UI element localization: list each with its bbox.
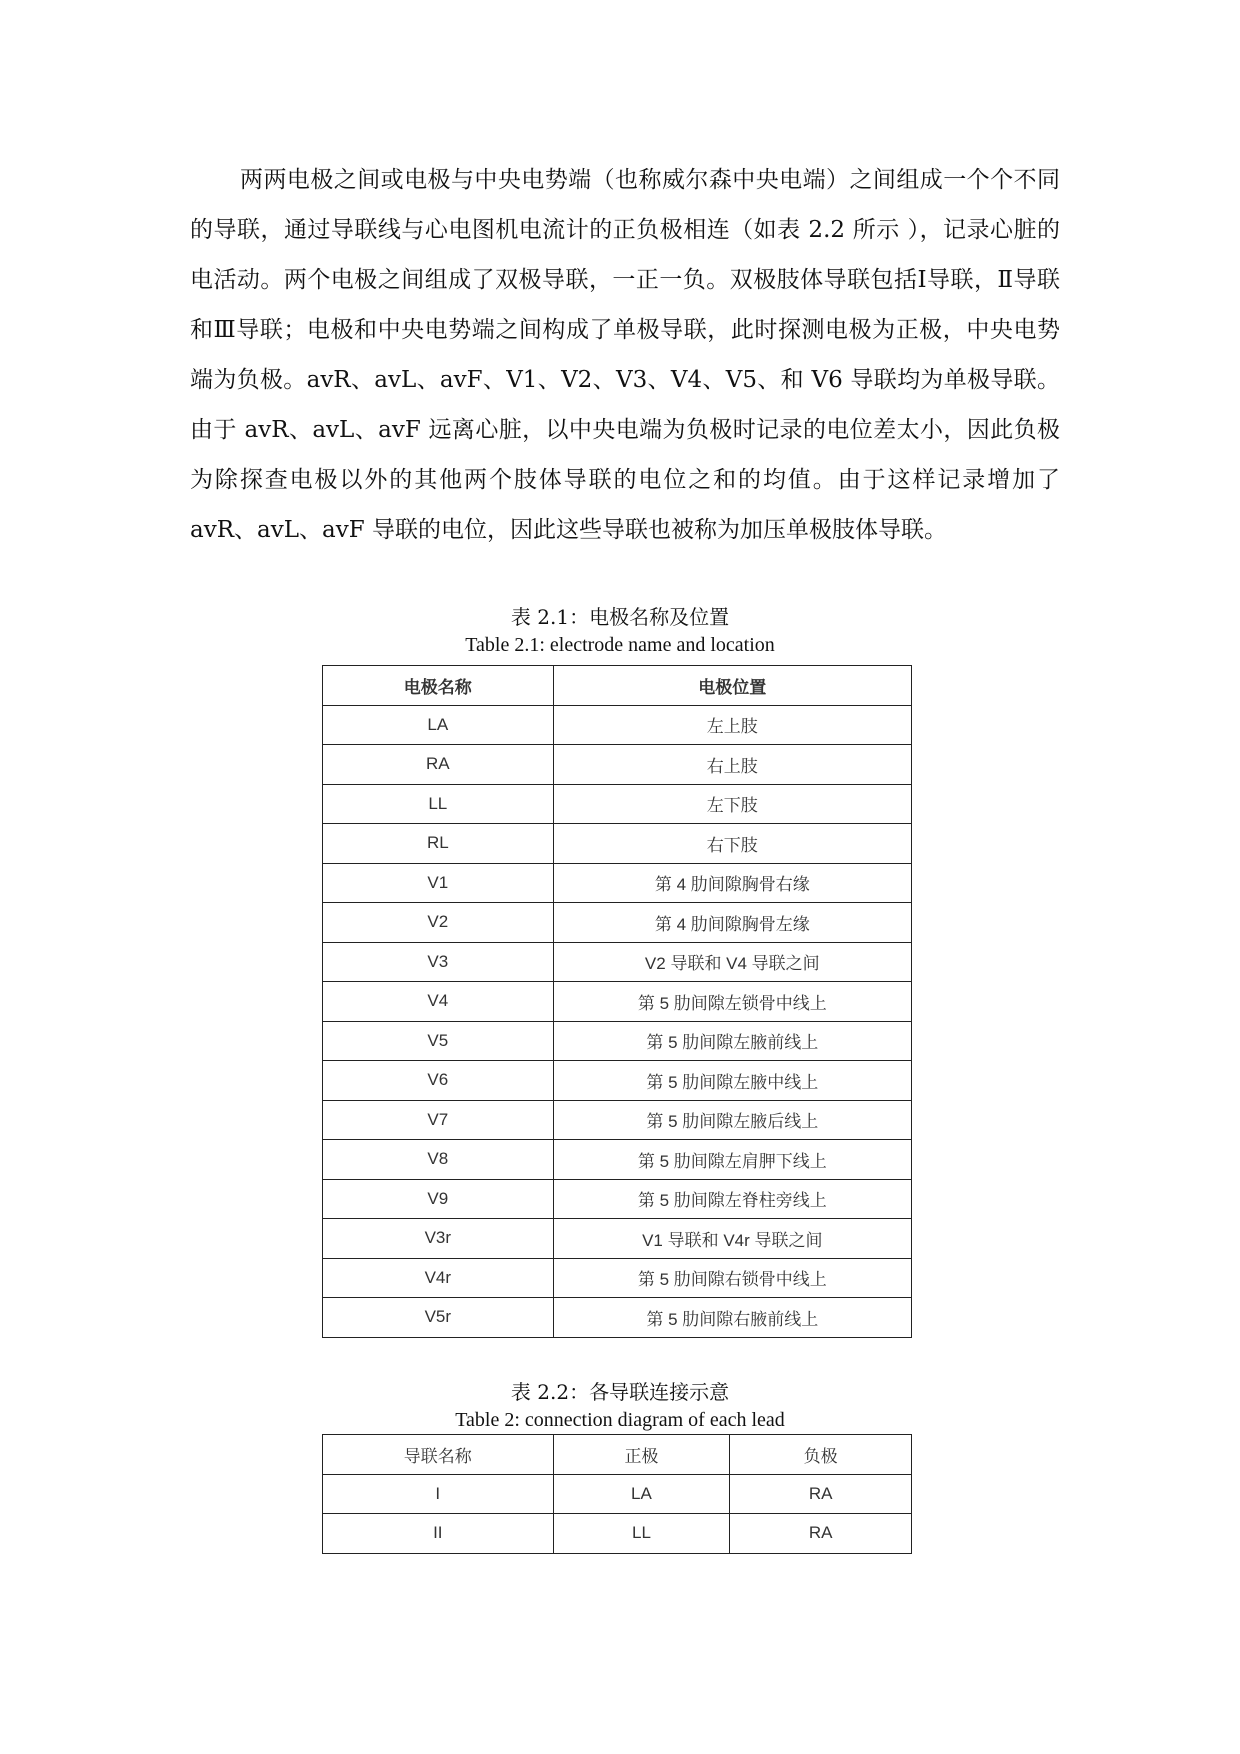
table-row [323, 1140, 912, 1180]
body-paragraph: 两两电极之间或电极与中央电势端（也称威尔森中央电端）之间组成一个个不同的导联，通过导联线与心电图机电流计的正负极相连（如表 2.2 所示 ），记录心脏的电活动。两个电极之间组成了双极导联，一正一负。双极肢体导联包括Ⅰ导联，Ⅱ导联和Ⅲ导联；电极和中央电势端之间构成了单极导联，此时探测电极为正极，中央电势端为负极。avR、avL、avF、V1、V2、V3、V4、V5、和 V6 导联均为单极导联。由于 avR、avL、avF 远离心脏，以中央电端为负极时记录的电位差太小，因此负极为除探查电极以外的其他两个肢体导联的电位之和的均值。由于这样记录增加了 avR、avL、avF 导联的电位，因此这些导联也被称为加压单极肢体导联。 [190, 167, 1060, 543]
table-cell: 第 5 肋间隙左腋前线上 [553, 1021, 911, 1061]
table-row [323, 705, 912, 745]
table-row [323, 903, 912, 943]
table-cell: V4 [323, 982, 554, 1022]
table-row [323, 784, 912, 824]
lead-connection-table [322, 1434, 912, 1554]
table-cell: V1 [323, 863, 554, 903]
table-cell: V4r [323, 1258, 554, 1298]
lead-connection-table-body [323, 1474, 912, 1553]
table-cell: RA [323, 745, 554, 785]
table-cell: V5r [323, 1298, 554, 1338]
table-cell: LA [553, 1474, 730, 1514]
table-cell: 第 4 肋间隙胸骨左缘 [553, 903, 911, 943]
table-row [323, 1179, 912, 1219]
table-cell: II [323, 1514, 554, 1554]
column-header: 电极名称 [323, 666, 554, 706]
table-cell: I [323, 1474, 554, 1514]
table-cell: 第 5 肋间隙左腋中线上 [553, 1061, 911, 1101]
electrode-table-body [323, 705, 912, 1337]
table-cell: V3 [323, 942, 554, 982]
table-cell: LL [323, 784, 554, 824]
column-header: 电极位置 [553, 666, 911, 706]
table-row [323, 1514, 912, 1554]
table-row [323, 1021, 912, 1061]
table1-caption-en: Table 2.1: electrode name and location [465, 634, 775, 656]
table2-caption-en: Table 2: connection diagram of each lead [455, 1409, 785, 1431]
table-cell: 右上肢 [553, 745, 911, 785]
column-header: 负极 [730, 1435, 912, 1475]
table-row [323, 1061, 912, 1101]
table-cell: V1 导联和 V4r 导联之间 [553, 1219, 911, 1259]
table-cell: 左下肢 [553, 784, 911, 824]
table1-caption [0, 603, 1240, 659]
column-header: 导联名称 [323, 1435, 554, 1475]
table-row [323, 863, 912, 903]
body-paragraph-block [190, 155, 1060, 555]
table-cell: 第 5 肋间隙右锁骨中线上 [553, 1258, 911, 1298]
table2-caption-zh: 表 2.2：各导联连接示意 [510, 1380, 730, 1404]
table-cell: V9 [323, 1179, 554, 1219]
table-cell: 第 5 肋间隙左肩胛下线上 [553, 1140, 911, 1180]
table-row [323, 1474, 912, 1514]
table-row [323, 1298, 912, 1338]
table-row [323, 1258, 912, 1298]
table-row [323, 982, 912, 1022]
table-row [323, 824, 912, 864]
table-cell: 第 4 肋间隙胸骨右缘 [553, 863, 911, 903]
table-cell: LL [553, 1514, 730, 1554]
table-cell: 第 5 肋间隙右腋前线上 [553, 1298, 911, 1338]
table-cell: 第 5 肋间隙左脊柱旁线上 [553, 1179, 911, 1219]
table-cell: V2 导联和 V4 导联之间 [553, 942, 911, 982]
table-row [323, 1100, 912, 1140]
table2-caption [0, 1378, 1240, 1434]
table-header-row [323, 666, 912, 706]
table-cell: 左上肢 [553, 705, 911, 745]
table-header-row [323, 1435, 912, 1475]
table-cell: RL [323, 824, 554, 864]
table-cell: V5 [323, 1021, 554, 1061]
table-cell: 右下肢 [553, 824, 911, 864]
electrode-table [322, 665, 912, 1338]
table-cell: V7 [323, 1100, 554, 1140]
table-cell: LA [323, 705, 554, 745]
table-cell: 第 5 肋间隙左锁骨中线上 [553, 982, 911, 1022]
table-cell: V8 [323, 1140, 554, 1180]
column-header: 正极 [553, 1435, 730, 1475]
table-cell: RA [730, 1514, 912, 1554]
table-cell: 第 5 肋间隙左腋后线上 [553, 1100, 911, 1140]
table-cell: V3r [323, 1219, 554, 1259]
table-cell: V2 [323, 903, 554, 943]
table1-caption-zh: 表 2.1：电极名称及位置 [510, 605, 730, 629]
table-row [323, 745, 912, 785]
table-cell: RA [730, 1474, 912, 1514]
table-cell: V6 [323, 1061, 554, 1101]
table-row [323, 1219, 912, 1259]
table-row [323, 942, 912, 982]
